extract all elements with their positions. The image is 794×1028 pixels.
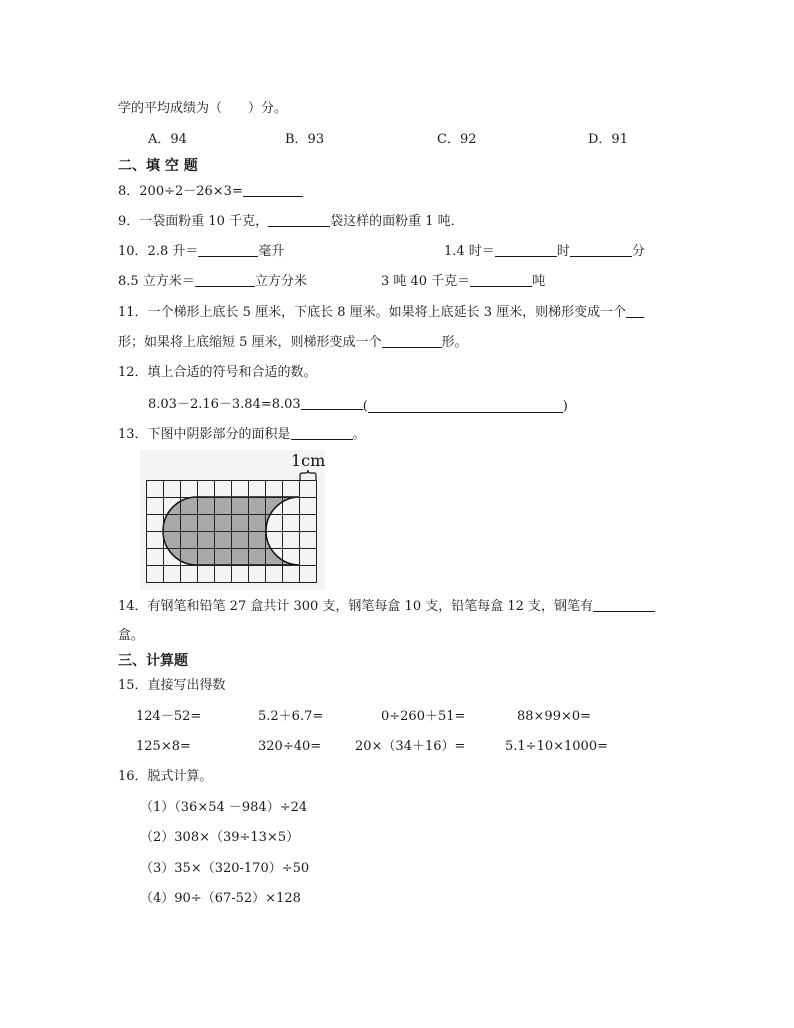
answer-parentheses[interactable]: ( ) [362, 399, 568, 414]
q15-row2-item-2: 320÷40= [258, 739, 322, 754]
q10-part2-unit1: 时 [556, 244, 570, 259]
question-12-expression [148, 395, 568, 416]
question-10-part-2 [444, 242, 645, 261]
q16-item-3: （3）35×（320-170）÷50 [140, 861, 310, 876]
question-11-line-1 [118, 303, 644, 322]
answer-blank[interactable] [268, 212, 330, 227]
question-9-prefix: 9．一袋面粉重 10 千克， [118, 214, 269, 229]
q14-line1-text: 14．有钢笔和铅笔 27 盒共计 300 支，钢笔每盒 10 支，铅笔每盒 12 支，钢笔有 [118, 599, 594, 614]
question-10-part-1 [118, 242, 284, 261]
answer-blank[interactable] [198, 242, 258, 257]
answer-blank[interactable] [570, 242, 632, 257]
section-3-title: 三、计算题 [118, 653, 188, 669]
section-2-title: 二、填 空 题 [118, 158, 198, 174]
q7-option-b: B．93 [285, 132, 325, 147]
answer-blank[interactable] [243, 182, 303, 197]
answer-blank[interactable] [291, 425, 353, 440]
q12-expression-text: 8.03－2.16－3.84=8.03 [148, 397, 301, 412]
q11-line1-text: 11．一个梯形上底长 5 厘米，下底长 8 厘米。如果将上底延长 3 厘米，则梯形变成一个 [118, 305, 627, 320]
q16-item-2: （2）308×（39÷13×5） [140, 830, 300, 845]
answer-blank[interactable] [301, 395, 363, 410]
q10-part4-unit: 吨 [532, 274, 546, 289]
shaded-area-figure [140, 450, 325, 590]
question-16: 16．脱式计算。 [118, 769, 213, 784]
q10-part3-unit: 立方分米 [254, 274, 307, 289]
q7-option-a: A．94 [148, 132, 187, 147]
q15-row1-item-2: 5.2＋6.7= [258, 709, 324, 724]
question-9 [118, 212, 464, 231]
q7-option-c: C．92 [437, 132, 477, 147]
question-8 [118, 182, 303, 201]
answer-blank[interactable] [470, 272, 532, 287]
question-8-text: 8．200÷2－26×3= [118, 184, 243, 199]
q7-tail: 学的平均成绩为（ ）分。 [118, 101, 288, 116]
question-14-line-1 [118, 597, 655, 616]
q15-row1-item-4: 88×99×0= [517, 709, 592, 724]
question-10-part-4 [381, 272, 545, 291]
q10-part4-label: 3 吨 40 千克＝ [381, 274, 471, 289]
answer-blank[interactable] [382, 333, 442, 348]
answer-blank[interactable] [593, 597, 655, 612]
q11-line2-suffix: 形。 [441, 335, 468, 350]
grid-figure-svg [140, 450, 325, 590]
q15-row2-item-4: 5.1÷10×1000= [505, 739, 608, 754]
question-11-line-2 [118, 333, 468, 352]
q16-item-4: （4）90÷（67-52）×128 [140, 891, 301, 906]
q15-row1-item-1: 124－52= [136, 709, 202, 724]
q15-row1-item-3: 0÷260＋51= [381, 709, 466, 724]
question-13-suffix: 。 [352, 427, 366, 442]
q11-line2-prefix: 形；如果将上底缩短 5 厘米，则梯形变成一个 [118, 335, 382, 350]
q15-row2-item-1: 125×8= [136, 739, 191, 754]
q10-part1-label: 10．2.8 升＝ [118, 244, 199, 259]
answer-blank[interactable] [626, 303, 644, 318]
q16-item-1: （1）（36×54 －984）÷24 [140, 800, 308, 815]
answer-blank[interactable] [495, 242, 557, 257]
q10-part2-unit2: 分 [631, 244, 645, 259]
question-13 [118, 425, 366, 444]
scale-label: 1cm [291, 451, 325, 470]
q10-part1-unit: 毫升 [258, 244, 285, 259]
q15-row2-item-3: 20×（34＋16）= [355, 739, 466, 754]
question-14-line-2: 盒。 [118, 628, 145, 643]
question-10-part-3 [118, 272, 307, 291]
q10-part3-label: 8.5 立方米＝ [118, 274, 195, 289]
q7-option-d: D．91 [588, 132, 628, 147]
question-9-suffix: 袋这样的面粉重 1 吨． [330, 214, 464, 229]
answer-blank[interactable] [195, 272, 255, 287]
question-15: 15．直接写出得数 [118, 678, 226, 693]
question-12: 12．填上合适的符号和合适的数。 [118, 365, 317, 380]
question-13-prefix: 13．下图中阴影部分的面积是 [118, 427, 291, 442]
q10-part2-label: 1.4 时＝ [444, 244, 495, 259]
